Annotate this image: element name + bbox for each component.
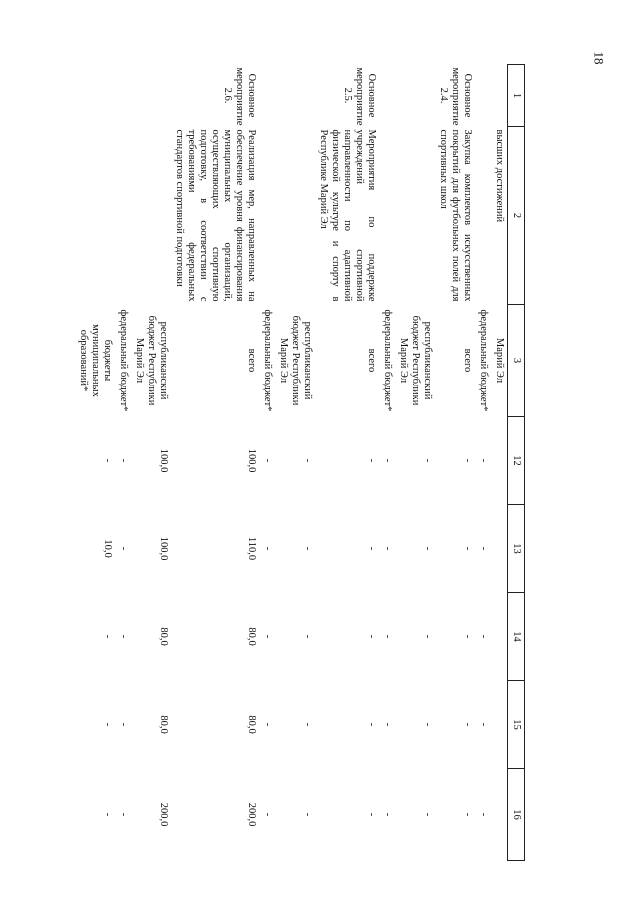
row-description-cell: Закупка комплектов искусственных покрытий для футбольных полей для спортивных школ <box>438 129 473 302</box>
rotated-table-area <box>78 64 525 860</box>
row-source-cell: федеральный бюджет* <box>382 309 393 412</box>
value-col-12: - <box>462 458 473 463</box>
row-source-cell: Марий Эл <box>494 337 505 384</box>
row-label-cell <box>379 65 395 127</box>
value-col-13: 110,0 <box>246 536 257 561</box>
value-col-13: - <box>118 546 129 551</box>
value-col-15: 80,0 <box>246 715 257 734</box>
value-col-16: - <box>102 812 113 817</box>
row-label-cell <box>395 65 435 127</box>
table-row <box>395 65 435 861</box>
value-col-15: - <box>366 722 377 727</box>
value-col-15: - <box>118 722 129 727</box>
row-label-cell <box>491 65 508 127</box>
row-description-cell: Реализация мер, направленных на обеспечение уровня финансирования муниципальных организаций, осуществляющих спортивную подготовку, в соответствии с требованиями федеральных стандартов спортивной подготовки <box>174 129 257 302</box>
value-col-14: - <box>366 634 377 639</box>
value-col-12 <box>491 417 508 505</box>
value-col-14: 80,0 <box>246 627 257 646</box>
row-source-cell: федеральный бюджет* <box>262 309 273 412</box>
page-number: 18 <box>591 51 607 65</box>
value-col-12: 100,0 <box>158 448 169 473</box>
budget-table <box>75 64 525 861</box>
value-col-16: - <box>478 812 489 817</box>
row-label-cell <box>475 65 491 127</box>
row-label-cell <box>115 65 131 127</box>
value-col-13: 100,0 <box>158 536 169 561</box>
value-col-16: - <box>462 812 473 817</box>
value-col-16: 200,0 <box>246 802 257 827</box>
row-source-cell: республиканский бюджет Республики Марий Эл <box>134 315 169 406</box>
header-col-12: 12 <box>508 417 525 505</box>
row-description-cell: Мероприятия по поддержке учреждений спортивной направленности по адаптивной физической культуре и спорту в Республике Марий Эл <box>318 129 377 302</box>
row-label-cell <box>275 65 315 127</box>
table-row <box>435 65 475 861</box>
value-col-13: - <box>462 546 473 551</box>
value-col-16: - <box>422 812 433 817</box>
row-description-cell <box>379 127 395 305</box>
row-source-cell: федеральный бюджет* <box>478 309 489 412</box>
value-col-14: - <box>382 634 393 639</box>
value-col-14: - <box>478 634 489 639</box>
row-label-cell: Основное мероприятие 2.4. <box>438 67 473 126</box>
row-description-cell <box>395 127 435 305</box>
row-source-cell: бюджеты муниципальных образований* <box>78 324 113 397</box>
row-description-cell <box>75 127 115 305</box>
value-col-16: 200,0 <box>158 802 169 827</box>
header-row <box>508 65 525 861</box>
value-col-12: - <box>118 458 129 463</box>
header-col-15: 15 <box>508 681 525 769</box>
value-col-13: - <box>302 546 313 551</box>
table-row <box>491 65 508 861</box>
row-description-cell <box>275 127 315 305</box>
value-col-14: - <box>118 634 129 639</box>
value-col-14: 80,0 <box>158 627 169 646</box>
header-col-2: 2 <box>508 127 525 305</box>
value-col-15 <box>491 681 508 769</box>
value-col-12: - <box>478 458 489 463</box>
value-col-13: - <box>422 546 433 551</box>
table-row <box>131 65 171 861</box>
value-col-16: - <box>302 812 313 817</box>
value-col-15: 80,0 <box>158 715 169 734</box>
value-col-12: - <box>366 458 377 463</box>
row-label-cell: Основное мероприятие 2.6. <box>222 67 257 126</box>
value-col-12: - <box>382 458 393 463</box>
header-col-1: 1 <box>508 65 525 127</box>
row-description-cell <box>115 127 131 305</box>
value-col-13: - <box>382 546 393 551</box>
value-col-14: - <box>102 634 113 639</box>
row-description-cell <box>259 127 275 305</box>
value-col-16 <box>491 769 508 861</box>
header-col-3: 3 <box>508 305 525 417</box>
row-source-cell: всего <box>246 348 257 373</box>
row-label-cell <box>131 65 171 127</box>
value-col-15: - <box>262 722 273 727</box>
value-col-16: - <box>118 812 129 817</box>
table-row <box>115 65 131 861</box>
table-row <box>275 65 315 861</box>
value-col-13: - <box>366 546 377 551</box>
value-col-15: - <box>382 722 393 727</box>
value-col-13: 10,0 <box>102 539 113 558</box>
row-label-cell <box>259 65 275 127</box>
table-row <box>315 65 379 861</box>
row-description-cell <box>131 127 171 305</box>
table-row <box>259 65 275 861</box>
row-label-cell <box>75 65 115 127</box>
value-col-16: - <box>382 812 393 817</box>
value-col-14: - <box>262 634 273 639</box>
table-row <box>171 65 259 861</box>
value-col-13: - <box>262 546 273 551</box>
value-col-12: - <box>422 458 433 463</box>
row-label-cell: Основное мероприятие 2.5. <box>342 67 377 126</box>
row-description-cell: высших достижений <box>494 129 505 223</box>
header-col-16: 16 <box>508 769 525 861</box>
table-row <box>475 65 491 861</box>
table-row <box>75 65 115 861</box>
table-row <box>379 65 395 861</box>
row-source-cell: всего <box>462 348 473 373</box>
row-source-cell: республиканский бюджет Республики Марий Эл <box>398 315 433 406</box>
value-col-14: - <box>422 634 433 639</box>
row-source-cell: всего <box>366 348 377 373</box>
value-col-15: - <box>478 722 489 727</box>
value-col-16: - <box>262 812 273 817</box>
value-col-14 <box>491 593 508 681</box>
value-col-12: - <box>262 458 273 463</box>
value-col-12: - <box>302 458 313 463</box>
header-col-13: 13 <box>508 505 525 593</box>
value-col-13 <box>491 505 508 593</box>
value-col-13: - <box>478 546 489 551</box>
row-source-cell: республиканский бюджет Республики Марий Эл <box>278 315 313 406</box>
value-col-12: - <box>102 458 113 463</box>
value-col-16: - <box>366 812 377 817</box>
value-col-15: - <box>302 722 313 727</box>
value-col-12: 100,0 <box>246 448 257 473</box>
header-col-14: 14 <box>508 593 525 681</box>
value-col-15: - <box>462 722 473 727</box>
row-source-cell: федеральный бюджет* <box>118 309 129 412</box>
value-col-15: - <box>422 722 433 727</box>
row-description-cell <box>475 127 491 305</box>
value-col-14: - <box>462 634 473 639</box>
value-col-15: - <box>102 722 113 727</box>
value-col-14: - <box>302 634 313 639</box>
